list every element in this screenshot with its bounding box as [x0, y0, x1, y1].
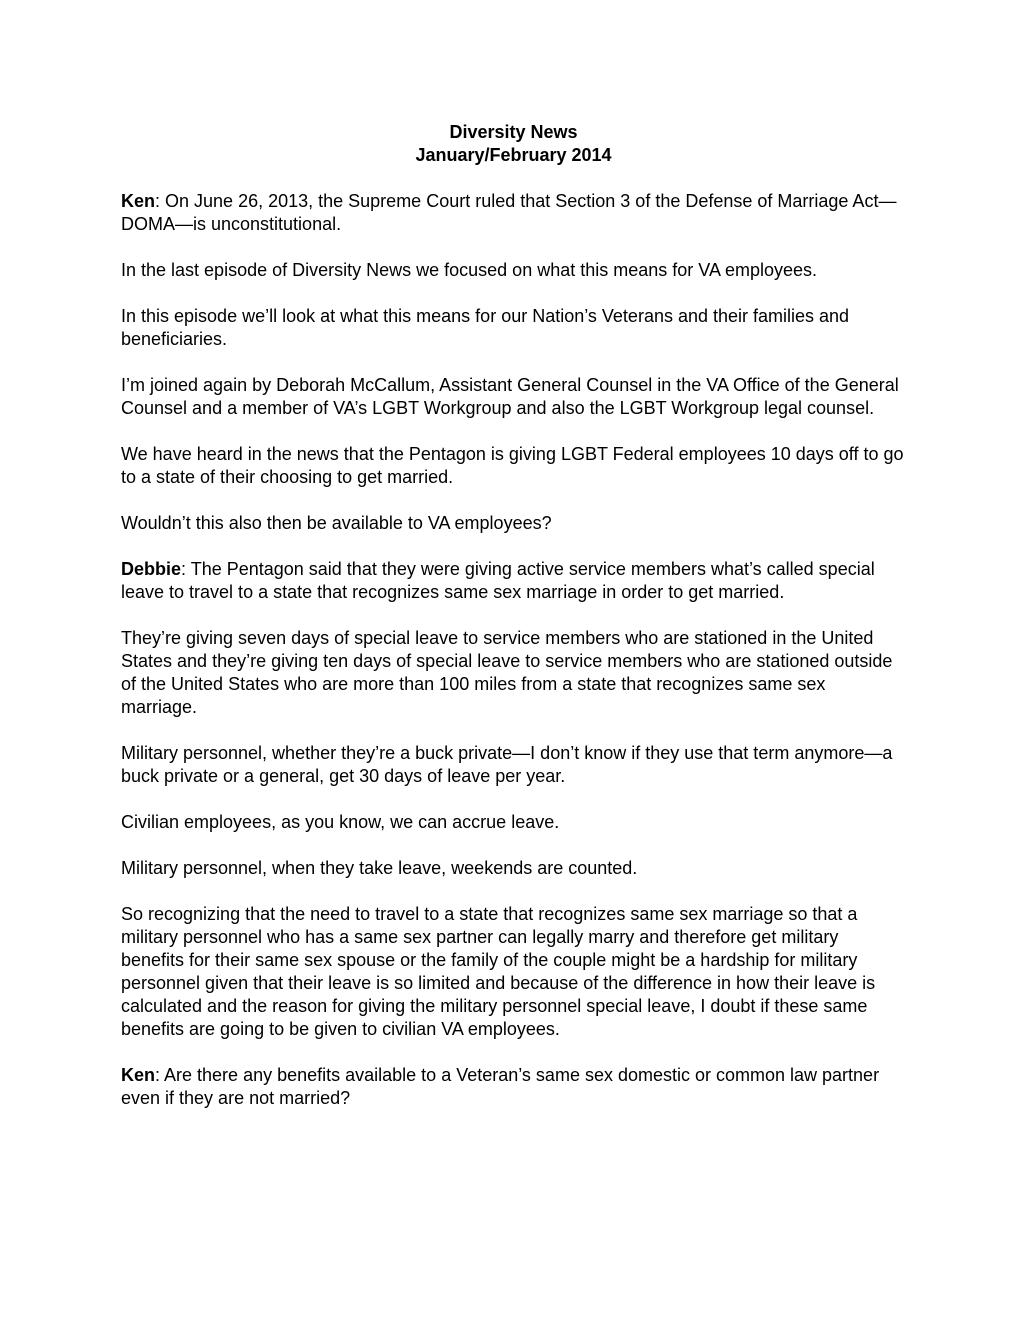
paragraph-text: : Are there any benefits available to a Veteran’s same sex domestic or common law partner even if they are not married? [121, 1065, 880, 1108]
paragraph [121, 903, 906, 1041]
paragraph [121, 374, 906, 420]
paragraph-text: In the last episode of Diversity News we focused on what this means for VA employees. [121, 260, 818, 280]
paragraph-text: I’m joined again by Deborah McCallum, Assistant General Counsel in the VA Office of the General Counsel and a member of VA’s LGBT Workgroup and also the LGBT Workgroup legal counsel. [121, 375, 899, 418]
paragraph [121, 1064, 906, 1110]
paragraph [121, 443, 906, 489]
document-title: Diversity News [449, 122, 578, 142]
paragraph [121, 742, 906, 788]
document-date: January/February 2014 [415, 145, 612, 165]
paragraph-text: They’re giving seven days of special leave to service members who are stationed in the United States and they’re giving ten days of special leave to service members who are stationed outside of the United States who are more than 100 miles from a state that recognizes same sex marriage. [121, 628, 893, 717]
paragraph [121, 627, 906, 719]
paragraph [121, 857, 906, 880]
paragraph-text: Wouldn’t this also then be available to VA employees? [121, 513, 552, 533]
paragraph [121, 305, 906, 351]
paragraph-text: Military personnel, whether they’re a buck private—I don’t know if they use that term anymore—a buck private or a general, get 30 days of leave per year. [121, 743, 893, 786]
paragraph-text: In this episode we’ll look at what this means for our Nation’s Veterans and their families and beneficiaries. [121, 306, 850, 349]
paragraph [121, 259, 906, 282]
document-page [121, 121, 906, 1133]
paragraph [121, 512, 906, 535]
speaker-name: Ken [121, 191, 156, 211]
paragraph-text: Civilian employees, as you know, we can accrue leave. [121, 812, 560, 832]
speaker-name: Ken [121, 1065, 156, 1085]
paragraph-text: We have heard in the news that the Pentagon is giving LGBT Federal employees 10 days off to go to a state of their choosing to get married. [121, 444, 904, 487]
paragraph [121, 190, 906, 236]
paragraph-text: : On June 26, 2013, the Supreme Court ruled that Section 3 of the Defense of Marriage Act—DOMA—is unconstitutional. [121, 191, 897, 234]
paragraph [121, 811, 906, 834]
paragraph-text: : The Pentagon said that they were giving active service members what’s called special leave to travel to a state that recognizes same sex marriage in order to get married. [121, 559, 875, 602]
paragraph-text: Military personnel, when they take leave, weekends are counted. [121, 858, 638, 878]
paragraph-text: So recognizing that the need to travel to a state that recognizes same sex marriage so that a military personnel who has a same sex partner can legally marry and therefore get military benefits for their same sex spouse or the family of the couple might be a hardship for military personnel given that their leave is so limited and because of the difference in how their leave is calculated and the reason for giving the military personnel special leave, I doubt if these same benefits are going to be given to civilian VA employees. [121, 904, 876, 1039]
paragraph [121, 558, 906, 604]
speaker-name: Debbie [121, 559, 182, 579]
